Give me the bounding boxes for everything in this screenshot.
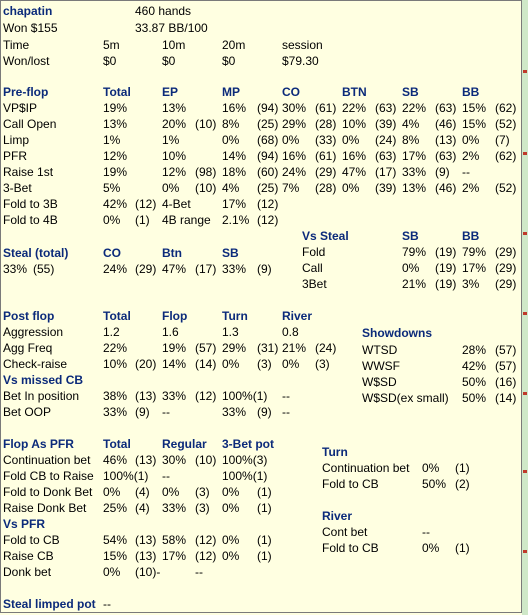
stat-value: 13% [402, 181, 427, 195]
stat-value: 15% [462, 101, 487, 115]
stat-count: (1) [257, 485, 272, 499]
stat-value: 10% [103, 357, 128, 371]
time-col: 20m [222, 38, 246, 52]
stat-count: (12) [257, 213, 279, 227]
stat-count: (39) [375, 117, 397, 131]
wonlost-col: $0 [103, 54, 117, 68]
stat-count: (12) [257, 197, 279, 211]
stat-value: -- [103, 597, 111, 611]
stat-label-wsd-ex-small: W$SD(ex small) [362, 391, 449, 405]
stat-label-call-open: Call Open [3, 117, 57, 131]
stat-count: (61) [315, 149, 337, 163]
stat-count: (17) [375, 165, 397, 179]
stat-label-raise-first: Raise 1st [3, 165, 54, 179]
stat-label-fold-cb-to-raise: Fold CB to Raise [3, 469, 94, 483]
stat-count: (24) [375, 133, 397, 147]
stat-value: 22% [103, 341, 128, 355]
stat-value: -- [282, 389, 290, 403]
stat-count: (63) [375, 101, 397, 115]
stat-label-turn-cont-bet: Continuation bet [322, 461, 410, 475]
stat-value: 33% [162, 389, 187, 403]
postflop-col-header: Turn [222, 309, 248, 323]
stat-label-pfr: PFR [3, 149, 27, 163]
stat-count: (9) [257, 262, 272, 276]
stat-value: 24% [282, 165, 307, 179]
stat-value: 100%(1) [103, 469, 149, 483]
preflop-col-header: SB [402, 85, 419, 99]
stat-count: (57) [495, 343, 517, 357]
preflop-title: Pre-flop [3, 85, 49, 99]
stat-value: 8% [402, 133, 420, 147]
preflop-col-header: CO [282, 85, 300, 99]
stat-label-vpip: VP$IP [3, 101, 38, 115]
stat-count: (3) [195, 485, 210, 499]
edge-marker [523, 392, 527, 395]
stat-count: (28) [315, 181, 337, 195]
stat-value: 0% [162, 485, 180, 499]
stat-label-3bet: 3-Bet [3, 181, 32, 195]
stat-value: 33% [222, 405, 247, 419]
stat-count: (98) [195, 165, 217, 179]
stat-value: 0% [422, 541, 440, 555]
stat-value: 10% [162, 149, 187, 163]
stat-count: (9) [435, 165, 450, 179]
stat-value: 0% [422, 461, 440, 475]
postflop-col-header: Flop [162, 309, 188, 323]
stat-count: (46) [435, 117, 457, 131]
stat-value: 5% [103, 181, 121, 195]
stat-label-fold-to-3b: Fold to 3B [3, 197, 58, 211]
stat-count: (10) [195, 181, 217, 195]
stat-count: (12) [135, 197, 157, 211]
stat-value: 2% [462, 149, 480, 163]
stat-value: 0% [103, 565, 121, 579]
showdowns-title: Showdowns [362, 326, 432, 340]
edge-marker [523, 312, 527, 315]
stat-label-fold-to-cb: Fold to CB [3, 533, 60, 547]
stat-count: (62) [495, 149, 517, 163]
stat-count: (63) [435, 101, 457, 115]
stat-value: 100%(3) [222, 453, 268, 467]
stat-count: (13) [135, 389, 157, 403]
time-col: session [282, 38, 323, 52]
stat-value: 0% [103, 213, 121, 227]
stat-value: 0% [222, 357, 240, 371]
stat-value: -- [162, 469, 170, 483]
stat-label-check-raise: Check-raise [3, 357, 68, 371]
stat-count: (12) [195, 549, 217, 563]
vs-steal-col-header: SB [402, 229, 419, 243]
steal-col-header: Btn [162, 246, 182, 260]
stat-value: 8% [222, 117, 240, 131]
stat-value: 54% [103, 533, 128, 547]
stat-count: (1) [455, 461, 470, 475]
stat-label-vs-steal-call: Call [302, 261, 323, 275]
stat-count: (28) [315, 117, 337, 131]
stat-value: 7% [282, 181, 300, 195]
stat-count: (63) [375, 149, 397, 163]
stat-count: (12) [195, 533, 217, 547]
stat-label-river-cont-bet: Cont bet [322, 525, 368, 539]
stat-value: 21% [402, 277, 427, 291]
edge-marker [523, 470, 527, 473]
stat-label-wtsd: WTSD [362, 343, 398, 357]
stat-count: (24) [315, 341, 337, 355]
stat-label-bet-oop: Bet OOP [3, 405, 52, 419]
stat-count: (4) [135, 501, 150, 515]
edge-marker [523, 550, 527, 553]
stat-count: (29) [495, 245, 517, 259]
stat-value: 29% [282, 117, 307, 131]
stat-value: 1% [162, 133, 180, 147]
stat-value: 20% [162, 117, 187, 131]
edge-marker [523, 152, 527, 155]
preflop-col-header: BB [462, 85, 480, 99]
stat-count: (94) [257, 101, 279, 115]
stat-value: 0% [103, 485, 121, 499]
stat-value: 100%(1) [222, 469, 268, 483]
stat-value: 14% [162, 357, 187, 371]
stat-value: 33% [222, 262, 247, 276]
stat-value: 4% [222, 181, 240, 195]
player-name: chapatin [3, 4, 53, 18]
stat-value: 22% [402, 101, 427, 115]
stat-value: 47% [342, 165, 367, 179]
steal-limped-pot-label: Steal limped pot [3, 597, 96, 611]
stat-value: 100%(1) [222, 389, 268, 403]
river-title: River [322, 509, 353, 523]
flop-as-pfr-col-header: Regular [162, 437, 207, 451]
stat-label-river-fold-to-cb: Fold to CB [322, 541, 379, 555]
stat-count: (31) [257, 341, 279, 355]
stat-value: 0% [342, 133, 360, 147]
stat-value: 17% [222, 197, 247, 211]
stat-value: 0% [222, 501, 240, 515]
stat-value: 24% [103, 262, 128, 276]
stat-value: -- [162, 405, 170, 419]
stat-value: 1.6 [162, 325, 179, 339]
stat-label-vs-steal-3bet: 3Bet [302, 277, 327, 291]
stat-count: (57) [495, 359, 517, 373]
stat-count: (25) [257, 181, 279, 195]
stat-count: (29) [135, 262, 157, 276]
stat-value: 29% [222, 341, 247, 355]
stat-value: 15% [462, 117, 487, 131]
stat-value: 0% [282, 133, 300, 147]
stat-value: 14% [222, 149, 247, 163]
stat-value: 30% [162, 453, 187, 467]
stat-value: -- [422, 525, 430, 539]
stat-value: 33% [402, 165, 427, 179]
right-edge-strip [522, 0, 528, 615]
stat-value: 25% [103, 501, 128, 515]
stat-label-donk-bet: Donk bet [3, 565, 52, 579]
vs-steal-title: Vs Steal [302, 229, 349, 243]
stat-value: 38% [103, 389, 128, 403]
stat-value: 13% [103, 117, 128, 131]
stat-value: 18% [222, 165, 247, 179]
stat-count: (14) [195, 357, 217, 371]
stat-count: (7) [495, 133, 510, 147]
stat-count: (20) [135, 357, 157, 371]
stat-value: 58% [162, 533, 187, 547]
stat-value: -- [462, 165, 470, 179]
stat-value: 2% [462, 181, 480, 195]
stat-value: -- [282, 405, 290, 419]
stat-count: (1) [257, 549, 272, 563]
stat-count: (29) [495, 277, 517, 291]
stat-value: 15% [103, 549, 128, 563]
stat-value: 17% [402, 149, 427, 163]
stat-count: (3) [315, 357, 330, 371]
stat-count: (12) [195, 389, 217, 403]
stat-count: (17) [195, 262, 217, 276]
stat-value: 33% [3, 262, 28, 276]
stat-value: 50% [462, 375, 487, 389]
stat-count: (25) [257, 117, 279, 131]
stat-label-continuation-bet: Continuation bet [3, 453, 91, 467]
stat-count: (29) [495, 261, 517, 275]
stat-value: 4% [402, 117, 420, 131]
stat-value: 19% [162, 341, 187, 355]
preflop-col-header: MP [222, 85, 240, 99]
stat-count: (9) [257, 405, 272, 419]
stat-value: 47% [162, 262, 187, 276]
stat-count: (13) [135, 453, 157, 467]
stat-value: 79% [462, 245, 487, 259]
stat-value: 46% [103, 453, 128, 467]
wonlost-label: Won/lost [3, 54, 50, 68]
bb-per-100: 33.87 BB/100 [135, 21, 208, 35]
stat-count: (46) [435, 181, 457, 195]
stat-label-vs-steal-fold: Fold [302, 245, 326, 259]
stat-value: 0.8 [282, 325, 299, 339]
stat-value: 3% [462, 277, 480, 291]
stat-value: 33% [103, 405, 128, 419]
stat-label-fold-to-donk-bet: Fold to Donk Bet [3, 485, 93, 499]
stat-count: (1) [257, 501, 272, 515]
stat-value: 12% [103, 149, 128, 163]
stat-value: 0% [222, 485, 240, 499]
turn-title: Turn [322, 445, 348, 459]
stat-count: (4) [135, 485, 150, 499]
stat-value: 42% [103, 197, 128, 211]
stat-count: (10)- [135, 565, 161, 579]
stat-count: (13) [135, 549, 157, 563]
stat-label-bet-in-position: Bet In position [3, 389, 80, 403]
stat-count: (16) [495, 375, 517, 389]
stat-value: 16% [282, 149, 307, 163]
stat-value: 33% [162, 501, 187, 515]
stat-value: 1.3 [222, 325, 239, 339]
stat-label-limp: Limp [3, 133, 30, 147]
wonlost-col: $0 [162, 54, 176, 68]
stat-value: 19% [103, 165, 128, 179]
stat-value: 1.2 [103, 325, 120, 339]
edge-marker [523, 232, 527, 235]
stat-count: (19) [435, 245, 457, 259]
stat-count: (29) [315, 165, 337, 179]
stat-value: 28% [462, 343, 487, 357]
stat-count: (19) [435, 261, 457, 275]
stat-label-agg-freq: Agg Freq [3, 341, 53, 355]
stat-count: (9) [135, 405, 150, 419]
time-label: Time [3, 38, 30, 52]
stat-count: (61) [315, 101, 337, 115]
flop-as-pfr-title: Flop As PFR [3, 437, 74, 451]
vs-pfr-title: Vs PFR [3, 517, 46, 531]
flop-as-pfr-col-header: Total [103, 437, 131, 451]
stat-label-fold-to-4b: Fold to 4B [3, 213, 58, 227]
vs-missed-cb-title: Vs missed CB [3, 373, 84, 387]
stat-value: 1% [103, 133, 121, 147]
stat-value: 0% [222, 533, 240, 547]
stat-value: 16% [222, 101, 247, 115]
stat-label-raise-cb: Raise CB [3, 549, 54, 563]
hands-count: 460 hands [135, 4, 192, 18]
stat-count: (13) [135, 533, 157, 547]
edge-marker [523, 70, 527, 73]
stat-count: (2) [455, 477, 470, 491]
stat-label-wsd: W$SD [362, 375, 397, 389]
stat-count: (52) [495, 181, 517, 195]
stat-count: (52) [495, 117, 517, 131]
stat-value: 21% [282, 341, 307, 355]
stat-count: (3) [195, 501, 210, 515]
vs-steal-col-header: BB [462, 229, 480, 243]
stat-count: (63) [435, 149, 457, 163]
stat-value: 0% [462, 133, 480, 147]
stat-label-4b-range: 4B range [162, 213, 211, 227]
stat-value: 12% [162, 165, 187, 179]
stat-value: 0% [222, 133, 240, 147]
stat-value: 0% [342, 181, 360, 195]
stat-value: 2.1% [222, 213, 250, 227]
stat-label-4bet: 4-Bet [162, 197, 191, 211]
stat-count: (10) [195, 453, 217, 467]
postflop-title: Post flop [3, 309, 55, 323]
stat-label-raise-donk-bet: Raise Donk Bet [3, 501, 87, 515]
stat-count: (60) [257, 165, 279, 179]
stat-value: 0% [162, 181, 180, 195]
stat-value: 17% [462, 261, 487, 275]
stat-count: (55) [33, 262, 55, 276]
stat-value: 0% [402, 261, 420, 275]
stat-value: 0% [222, 549, 240, 563]
stat-count: (33) [315, 133, 337, 147]
stat-count: (13) [435, 133, 457, 147]
stat-count: (62) [495, 101, 517, 115]
stat-value: 50% [462, 391, 487, 405]
stat-count: (1) [135, 213, 150, 227]
steal-title: Steal (total) [3, 246, 69, 260]
stat-count: (14) [495, 391, 517, 405]
stat-value: 22% [342, 101, 367, 115]
won-amount: Won $155 [3, 21, 58, 35]
stat-value: 42% [462, 359, 487, 373]
steal-col-header: SB [222, 246, 239, 260]
steal-col-header: CO [103, 246, 121, 260]
postflop-col-header: River [282, 309, 313, 323]
stat-count: (10) [195, 117, 217, 131]
stat-value: 19% [103, 101, 128, 115]
stat-value: 17% [162, 549, 187, 563]
stat-count: (1) [455, 541, 470, 555]
stat-value: 13% [162, 101, 187, 115]
wonlost-col: $79.30 [282, 54, 319, 68]
stat-value: 10% [342, 117, 367, 131]
stat-value: 30% [282, 101, 307, 115]
stat-count: (39) [375, 181, 397, 195]
stat-count: (1) [257, 533, 272, 547]
wonlost-col: $0 [222, 54, 236, 68]
stat-value: 79% [402, 245, 427, 259]
stat-value: 0% [282, 357, 300, 371]
stat-value: -- [195, 565, 203, 579]
time-col: 5m [103, 38, 120, 52]
stat-value: 50% [422, 477, 447, 491]
stat-label-aggression: Aggression [3, 325, 64, 339]
stat-count: (3) [257, 357, 272, 371]
stat-value: 16% [342, 149, 367, 163]
preflop-col-header: Total [103, 85, 131, 99]
time-col: 10m [162, 38, 186, 52]
stat-count: (19) [435, 277, 457, 291]
stat-count: (94) [257, 149, 279, 163]
postflop-col-header: Total [103, 309, 131, 323]
preflop-col-header: EP [162, 85, 179, 99]
flop-as-pfr-col-header: 3-Bet pot [222, 437, 274, 451]
stat-count: (57) [195, 341, 217, 355]
preflop-col-header: BTN [342, 85, 367, 99]
stat-count: (68) [257, 133, 279, 147]
stat-label-turn-fold-to-cb: Fold to CB [322, 477, 379, 491]
stat-label-wwsf: WWSF [362, 359, 400, 373]
